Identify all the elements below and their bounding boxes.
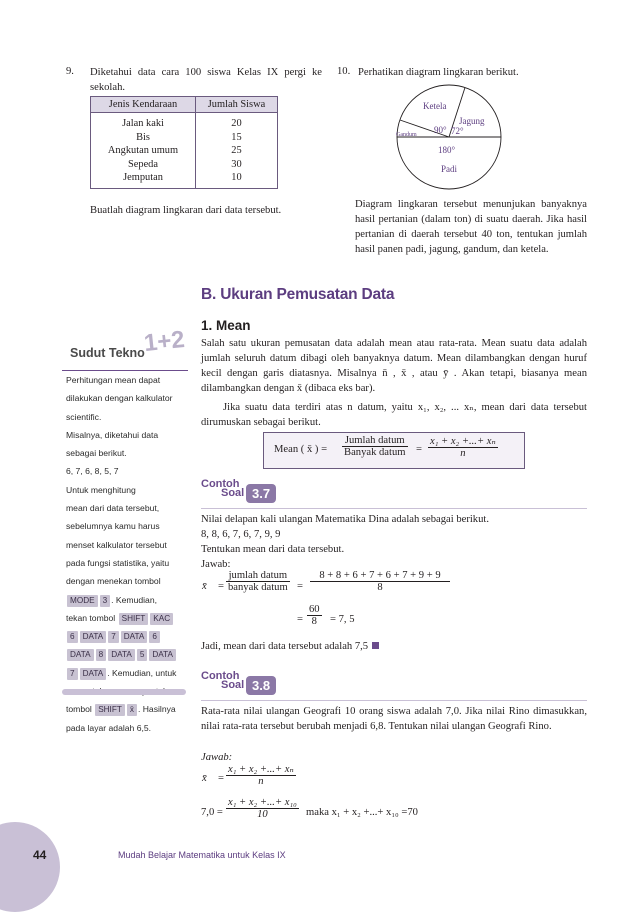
footer-title: Mudah Belajar Matematika untuk Kelas IX xyxy=(118,850,286,860)
example-3-8-label: Contoh Soal xyxy=(201,670,245,691)
formula-den2: n xyxy=(460,448,466,459)
ex1-text: Nilai delapan kali ulangan Matematika Dina adalah sebagai berikut. xyxy=(201,514,489,525)
q10-desc: Diagram lingkaran tersebut menunjukan banyaknya hasil pertanian (dalam ton) di suatu daerah. Jika hasil pertanian di daerah tersebut 40 ton, tentukan jumlah hasil panen padi, jagung, gandum, dan ketela. xyxy=(355,199,587,255)
mean-formula-box xyxy=(263,432,525,469)
section-title: B. Ukuran Pemusatan Data xyxy=(201,286,395,303)
sudut-tekno-header xyxy=(62,325,188,371)
pie-label-gandum: Gandum xyxy=(396,132,417,138)
pie-chart xyxy=(394,82,504,192)
table-row: Jalan kaki 20 xyxy=(91,113,278,131)
table-header: Jumlah Siswa xyxy=(196,97,278,113)
example-3-8-badge: 3.8 xyxy=(246,676,276,695)
q9-instruction: Buatlah diagram lingkaran dari data tersebut. xyxy=(90,205,282,216)
pie-angle-jagung: 72° xyxy=(451,126,464,136)
mean-paragraph-1: Salah satu ukuran pemusatan data adalah mean atau rata-rata. Mean suatu data adalah jumlah seluruh datum dibagi oleh banyaknya datum. Mean dilambangkan dengan huruf kecil dengan garis diatasnya. Misalnya n̄ , x̄ , atau ȳ . Akan tetapi, biasanya mean dilambangkan dengan x̄ (dibaca eks bar). xyxy=(201,338,587,394)
ex2-num1: x₁ + x₂ +...+ xₙ xyxy=(228,764,294,775)
ex1-fraction2 xyxy=(310,570,450,593)
pie-angle-padi: 180° xyxy=(438,145,456,155)
sidebar-bottom-bar xyxy=(62,689,186,695)
q10-number: 10. xyxy=(337,66,351,77)
q9-number: 9. xyxy=(66,66,74,77)
sidebar-text: Perhitungan mean dapat dilakukan dengan kalkulator scientific. Misalnya, diketahui data sebagai berikut. 6, 7, 6, 8, 5, 7 Untuk menghitung mean dari data tersebut, sebelumnya kamu harus menset kalkulator tersebut pada fungsi statistika, yaitu dengan menekan tombol MODE 3 . Kemudian, tekan tombol SHIFT KAC 6 DATA 7 DATA 6 DATA 8 DATA 5 DATA 7 DATA . Kemudian, untuk tombol SHIFT x̄ . Hasilnya pada layar adalah 6,5. xyxy=(66,375,177,733)
ex1-num1: jumlah datum xyxy=(226,570,290,582)
pie-label-ketela: Ketela xyxy=(423,101,447,111)
table-row: Angkutan umum 25 xyxy=(91,144,278,158)
end-square-icon xyxy=(372,642,379,649)
ex2-text: Rata-rata nilai ulangan Geografi 10 orang siswa adalah 7,0. Jika nilai Rino dimasukkan, nilai rata-rata tersebut berubah menjadi 6,8. Tentukan nilai ulangan Geografi Rino. xyxy=(201,706,587,732)
sudut-tekno-title: Sudut Tekno xyxy=(70,346,145,360)
formula-den1: Banyak datum xyxy=(344,447,406,458)
pie-label-jagung: Jagung xyxy=(459,116,485,126)
ex2-jawab: Jawab: xyxy=(201,752,233,763)
key-kac: KAC xyxy=(150,613,173,625)
formula-num1: Jumlah datum xyxy=(342,435,408,447)
ex1-conclusion-row xyxy=(201,639,379,654)
key-xbar: x̄ xyxy=(127,704,137,716)
q9-table xyxy=(90,96,278,189)
mean-paragraph-2: Jika suatu data terdiri atas n datum, yaitu x₁, x₂, ... xₙ, mean dari data tersebut dirumuskan sebagai berikut. xyxy=(201,402,587,428)
ex2-rest2: maka x₁ + x₂ +...+ x₁₀ =70 xyxy=(306,807,418,818)
sudut-tekno-logo: 1+2 xyxy=(142,325,186,358)
example-3-8-rule xyxy=(201,700,587,701)
ex1-question: Tentukan mean dari data tersebut. xyxy=(201,544,345,555)
ex1-den3: 8 xyxy=(311,616,317,627)
ex2-num2: x₁ + x₂ +...+ x₁₀ xyxy=(228,797,297,808)
q10-text: Perhatikan diagram lingkaran berikut. xyxy=(358,67,519,78)
example-3-7-rule xyxy=(201,508,587,509)
footer-decoration xyxy=(0,822,60,912)
table-row: Bis 15 xyxy=(91,131,278,145)
formula-lhs: Mean ( x̄ ) = xyxy=(274,444,328,455)
ex1-data: 8, 8, 6, 7, 6, 7, 9, 9 xyxy=(201,529,281,540)
key-3: 3 xyxy=(100,595,111,607)
ex2-xbar: x̄ xyxy=(202,773,207,784)
ex2-lhs2: 7,0 = xyxy=(201,807,223,818)
key-shift: SHIFT xyxy=(119,613,149,625)
ex1-result: = 7, 5 xyxy=(330,614,355,625)
q9-text: Diketahui data cara 100 siswa Kelas IX pergi ke sekolah. xyxy=(90,67,322,93)
table-row: Jemputan 10 xyxy=(91,171,278,188)
section-subtitle: 1. Mean xyxy=(201,318,251,333)
ex1-num2: 8 + 8 + 6 + 7 + 6 + 7 + 9 + 9 xyxy=(310,570,450,582)
table-row: Sepeda 30 xyxy=(91,158,278,172)
key-mode: MODE xyxy=(67,595,98,607)
formula-num2: x₁ + x₂ +...+ xₙ xyxy=(430,436,496,447)
example-3-7-badge: 3.7 xyxy=(246,484,276,503)
page-number: 44 xyxy=(33,848,47,862)
ex2-den2: 10 xyxy=(257,809,268,820)
example-3-7-label: Contoh Soal xyxy=(201,478,245,499)
key-shift-2: SHIFT xyxy=(95,704,125,716)
pie-angle-ketela: 90° xyxy=(434,125,447,135)
ex1-conclusion: Jadi, mean dari data tersebut adalah 7,5 xyxy=(201,641,369,652)
ex1-xbar: x̄ xyxy=(202,581,207,592)
ex1-jawab: Jawab: xyxy=(201,559,231,570)
table-header: Jenis Kendaraan xyxy=(91,97,196,113)
ex1-den2: 8 xyxy=(377,582,383,593)
formula-eq: = xyxy=(416,444,422,455)
pie-label-padi: Padi xyxy=(441,164,458,174)
ex1-num3: 60 xyxy=(309,604,320,615)
ex2-den1: n xyxy=(258,776,264,787)
ex1-den1: banyak datum xyxy=(228,582,288,593)
